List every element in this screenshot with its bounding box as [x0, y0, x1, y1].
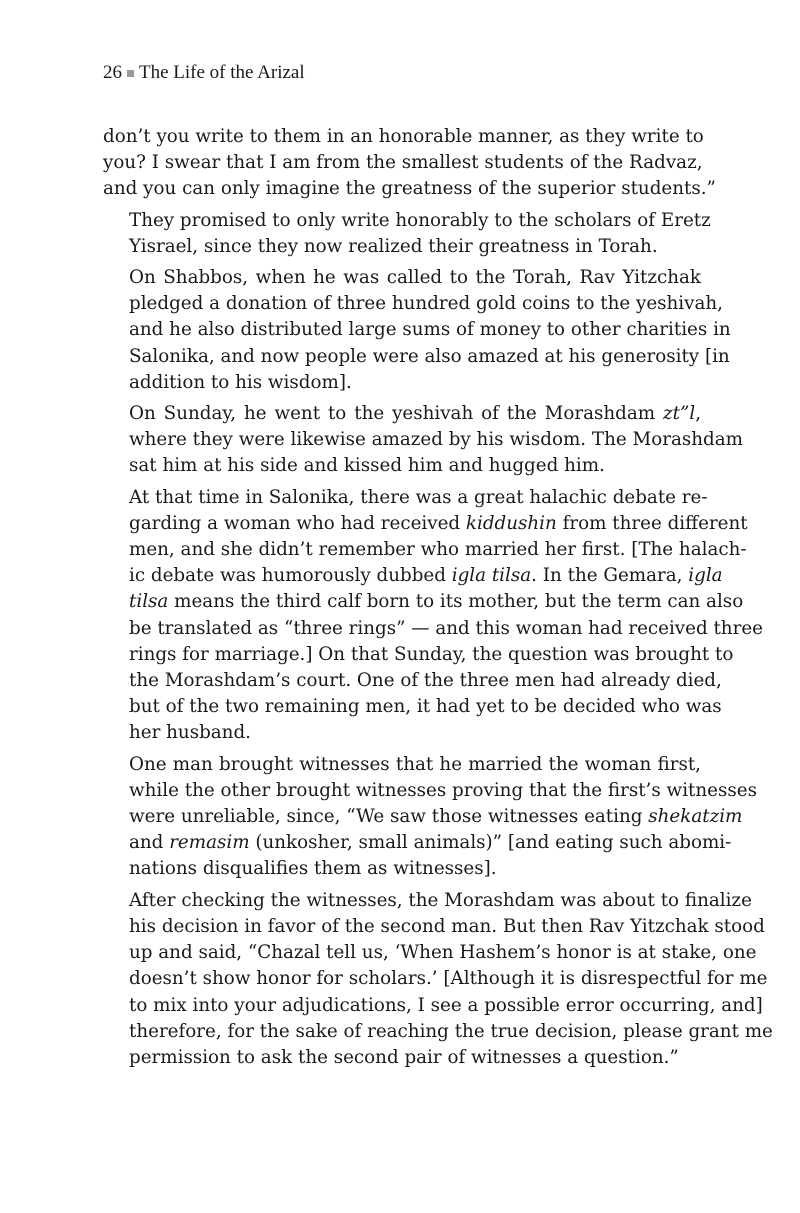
text-line: while the other brought witnesses proving that the first’s witnesses	[129, 779, 757, 801]
text-line: and he also distributed large sums of money to other charities in	[129, 319, 731, 341]
text-line: Salonika, and now people were also amazed at his generosity [in	[129, 345, 730, 367]
text-line: you? I swear that I am from the smallest students of the Radvaz,	[103, 152, 703, 174]
paragraph	[103, 401, 743, 480]
page-number: 26	[103, 62, 122, 83]
text-line: pledged a donation of three hundred gold coins to the yeshivah,	[129, 293, 723, 315]
text-line: sat him at his side and kissed him and hugged him.	[129, 455, 605, 477]
paragraph	[103, 265, 731, 396]
text-line: therefore, for the sake of reaching the true decision, please grant me	[129, 1020, 773, 1042]
paragraph	[103, 208, 711, 260]
text-line: tilsa means the third calf born to its mother, but the term can also	[129, 591, 744, 613]
text-line: where they were likewise amazed by his wisdom. The Morashdam	[129, 429, 743, 451]
text-line: rings for marriage.] On that Sunday, the question was brought to	[129, 643, 734, 665]
text-line: After checking the witnesses, the Morashdam was about to finalize	[129, 889, 752, 911]
paragraph	[103, 752, 757, 883]
text-line: his decision in favor of the second man. But then Rav Yitzchak stood	[129, 915, 765, 937]
book-title: The Life of the Arizal	[139, 62, 305, 83]
text-line: be translated as “three rings” — and this woman had received three	[129, 617, 763, 639]
text-line: At that time in Salonika, there was a great halachic debate re-	[129, 486, 708, 508]
text-line: Yisrael, since they now realized their greatness in Torah.	[129, 235, 658, 257]
paragraph	[103, 888, 773, 1071]
text-line: her husband.	[129, 722, 251, 744]
text-line: men, and she didn’t remember who married her first. [The halach-	[129, 539, 747, 561]
text-line: nations disqualifies them as witnesses].	[129, 858, 497, 880]
text-line: ic debate was humorously dubbed igla tilsa. In the Gemara, igla	[129, 565, 723, 587]
text-line: On Shabbos, when he was called to the Torah, Rav Yitzchak	[129, 267, 701, 289]
text-line: were unreliable, since, “We saw those witnesses eating shekatzim	[129, 806, 743, 828]
text-line: the Morashdam’s court. One of the three men had already died,	[129, 670, 722, 692]
text-line: They promised to only write honorably to the scholars of Eretz	[129, 209, 711, 231]
text-line: permission to ask the second pair of witnesses a question.”	[129, 1046, 679, 1068]
running-head	[103, 62, 305, 84]
paragraph	[103, 124, 716, 203]
body-text	[103, 124, 773, 1076]
text-line: addition to his wisdom].	[129, 371, 352, 393]
text-line: garding a woman who had received kiddushin from three different	[129, 512, 748, 534]
text-line: don’t you write to them in an honorable manner, as they write to	[103, 126, 704, 147]
text-line: and you can only imagine the greatness of the superior students.”	[103, 178, 716, 200]
separator-square-icon	[127, 70, 134, 77]
text-line: doesn’t show honor for scholars.’ [Although it is disrespectful for me	[129, 968, 768, 990]
text-line: On Sunday, he went to the yeshivah of the Morashdam zt”l,	[129, 403, 701, 425]
text-line: One man brought witnesses that he married the woman first,	[129, 753, 701, 775]
text-line: but of the two remaining men, it had yet to be decided who was	[129, 696, 722, 718]
text-line: up and said, “Chazal tell us, ‘When Hashem’s honor is at stake, one	[129, 942, 757, 964]
text-line: and remasim (unkosher, small animals)” [and eating such abomi-	[129, 832, 732, 854]
text-line: to mix into your adjudications, I see a possible error occurring, and]	[129, 994, 763, 1016]
paragraph	[103, 485, 763, 747]
